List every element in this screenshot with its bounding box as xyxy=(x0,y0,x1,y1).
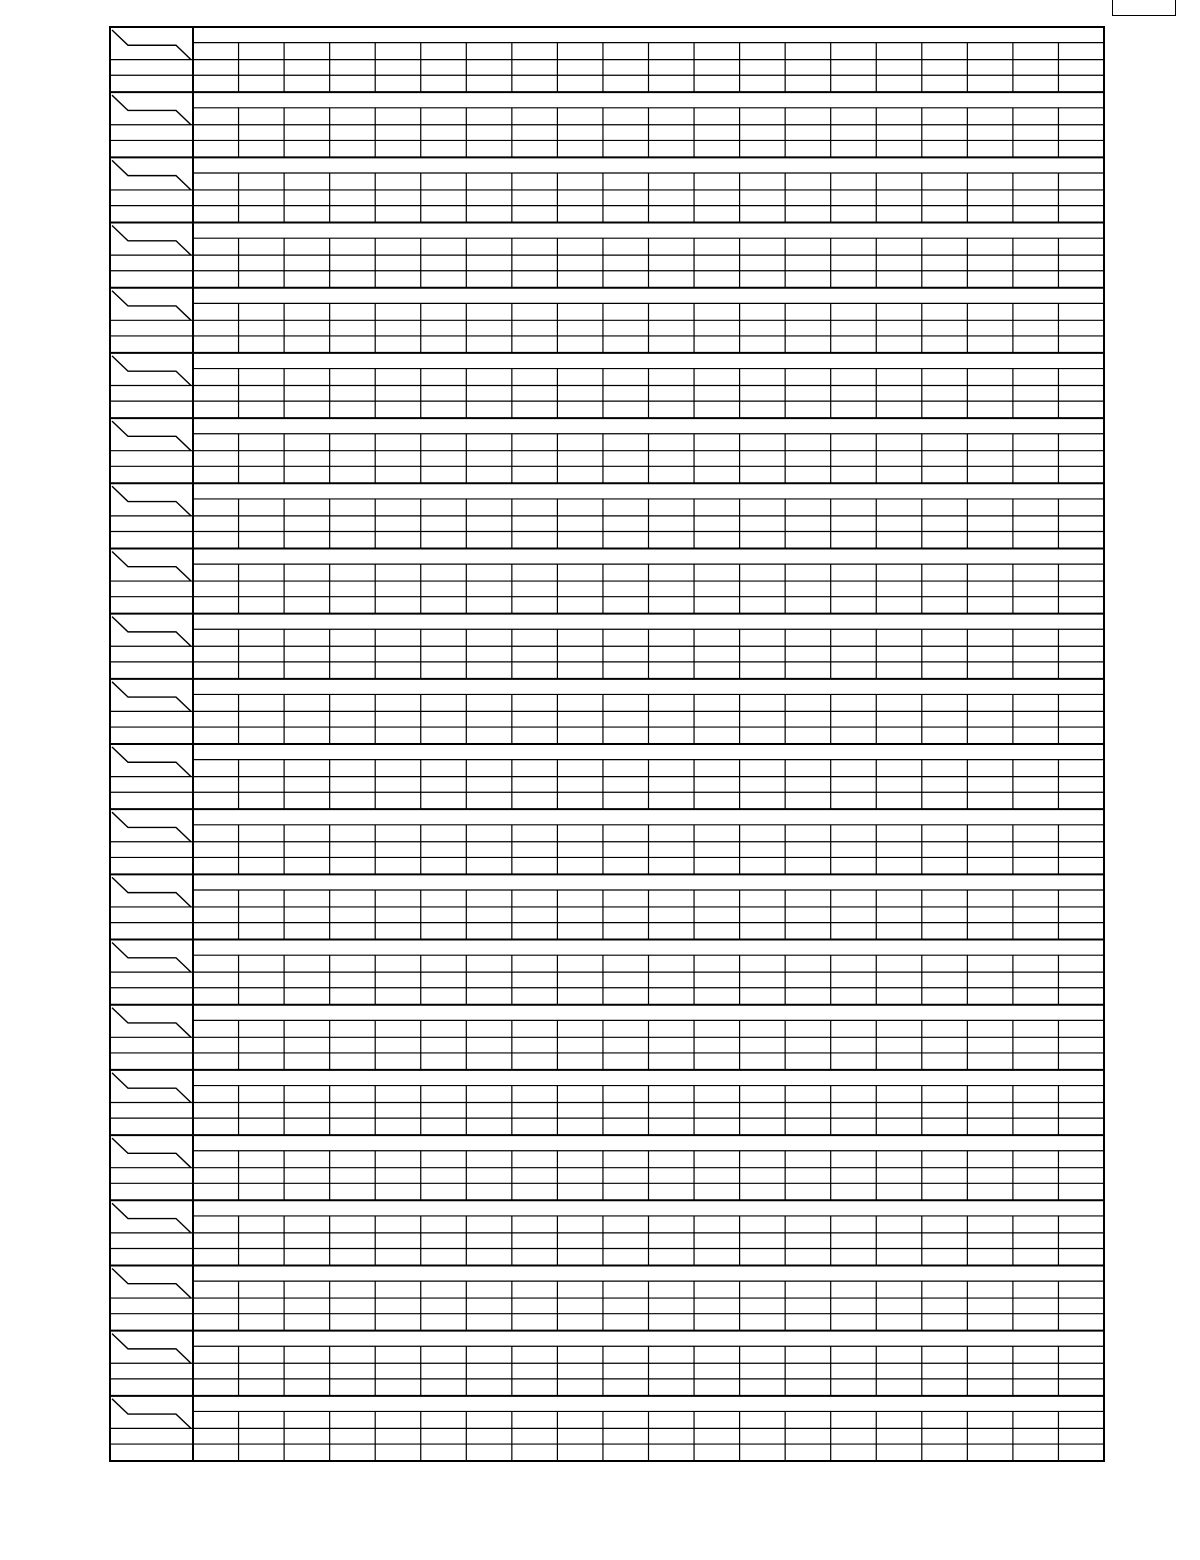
row-group xyxy=(110,1331,1104,1396)
corner-tab xyxy=(112,30,191,60)
corner-tab xyxy=(112,812,191,842)
corner-tab xyxy=(112,877,191,907)
row-group xyxy=(110,744,1104,809)
row-group xyxy=(110,1135,1104,1200)
row-group xyxy=(110,223,1104,288)
row-group xyxy=(110,1070,1104,1135)
corner-tab xyxy=(112,943,191,973)
row-group xyxy=(110,483,1104,548)
corner-tab xyxy=(112,486,191,516)
row-group xyxy=(110,353,1104,418)
row-group xyxy=(110,418,1104,483)
row-group xyxy=(110,157,1104,222)
corner-tab xyxy=(112,617,191,647)
row-group xyxy=(110,679,1104,744)
row-group xyxy=(110,614,1104,679)
corner-tab xyxy=(112,1073,191,1103)
row-group xyxy=(110,874,1104,939)
corner-tab xyxy=(112,682,191,712)
row-group xyxy=(110,92,1104,157)
row-group xyxy=(110,1005,1104,1070)
row-group xyxy=(110,548,1104,613)
corner-tab xyxy=(112,551,191,581)
row-group xyxy=(110,1396,1104,1461)
corner-tab xyxy=(112,226,191,256)
row-group xyxy=(110,288,1104,353)
row-group xyxy=(110,30,1104,92)
corner-tab xyxy=(112,1138,191,1168)
corner-tab xyxy=(112,1268,191,1298)
row-group xyxy=(110,1265,1104,1330)
corner-tab xyxy=(112,1203,191,1233)
corner-tab xyxy=(112,1008,191,1038)
row-group xyxy=(110,1200,1104,1265)
row-group xyxy=(110,809,1104,874)
corner-tab xyxy=(112,291,191,321)
corner-tab xyxy=(112,160,191,190)
corner-tab xyxy=(112,421,191,451)
corner-tab xyxy=(112,1334,191,1364)
row-group xyxy=(110,940,1104,1005)
corner-tab xyxy=(112,356,191,386)
corner-tab xyxy=(112,747,191,777)
corner-tab xyxy=(112,95,191,125)
corner-tab xyxy=(112,1399,191,1429)
